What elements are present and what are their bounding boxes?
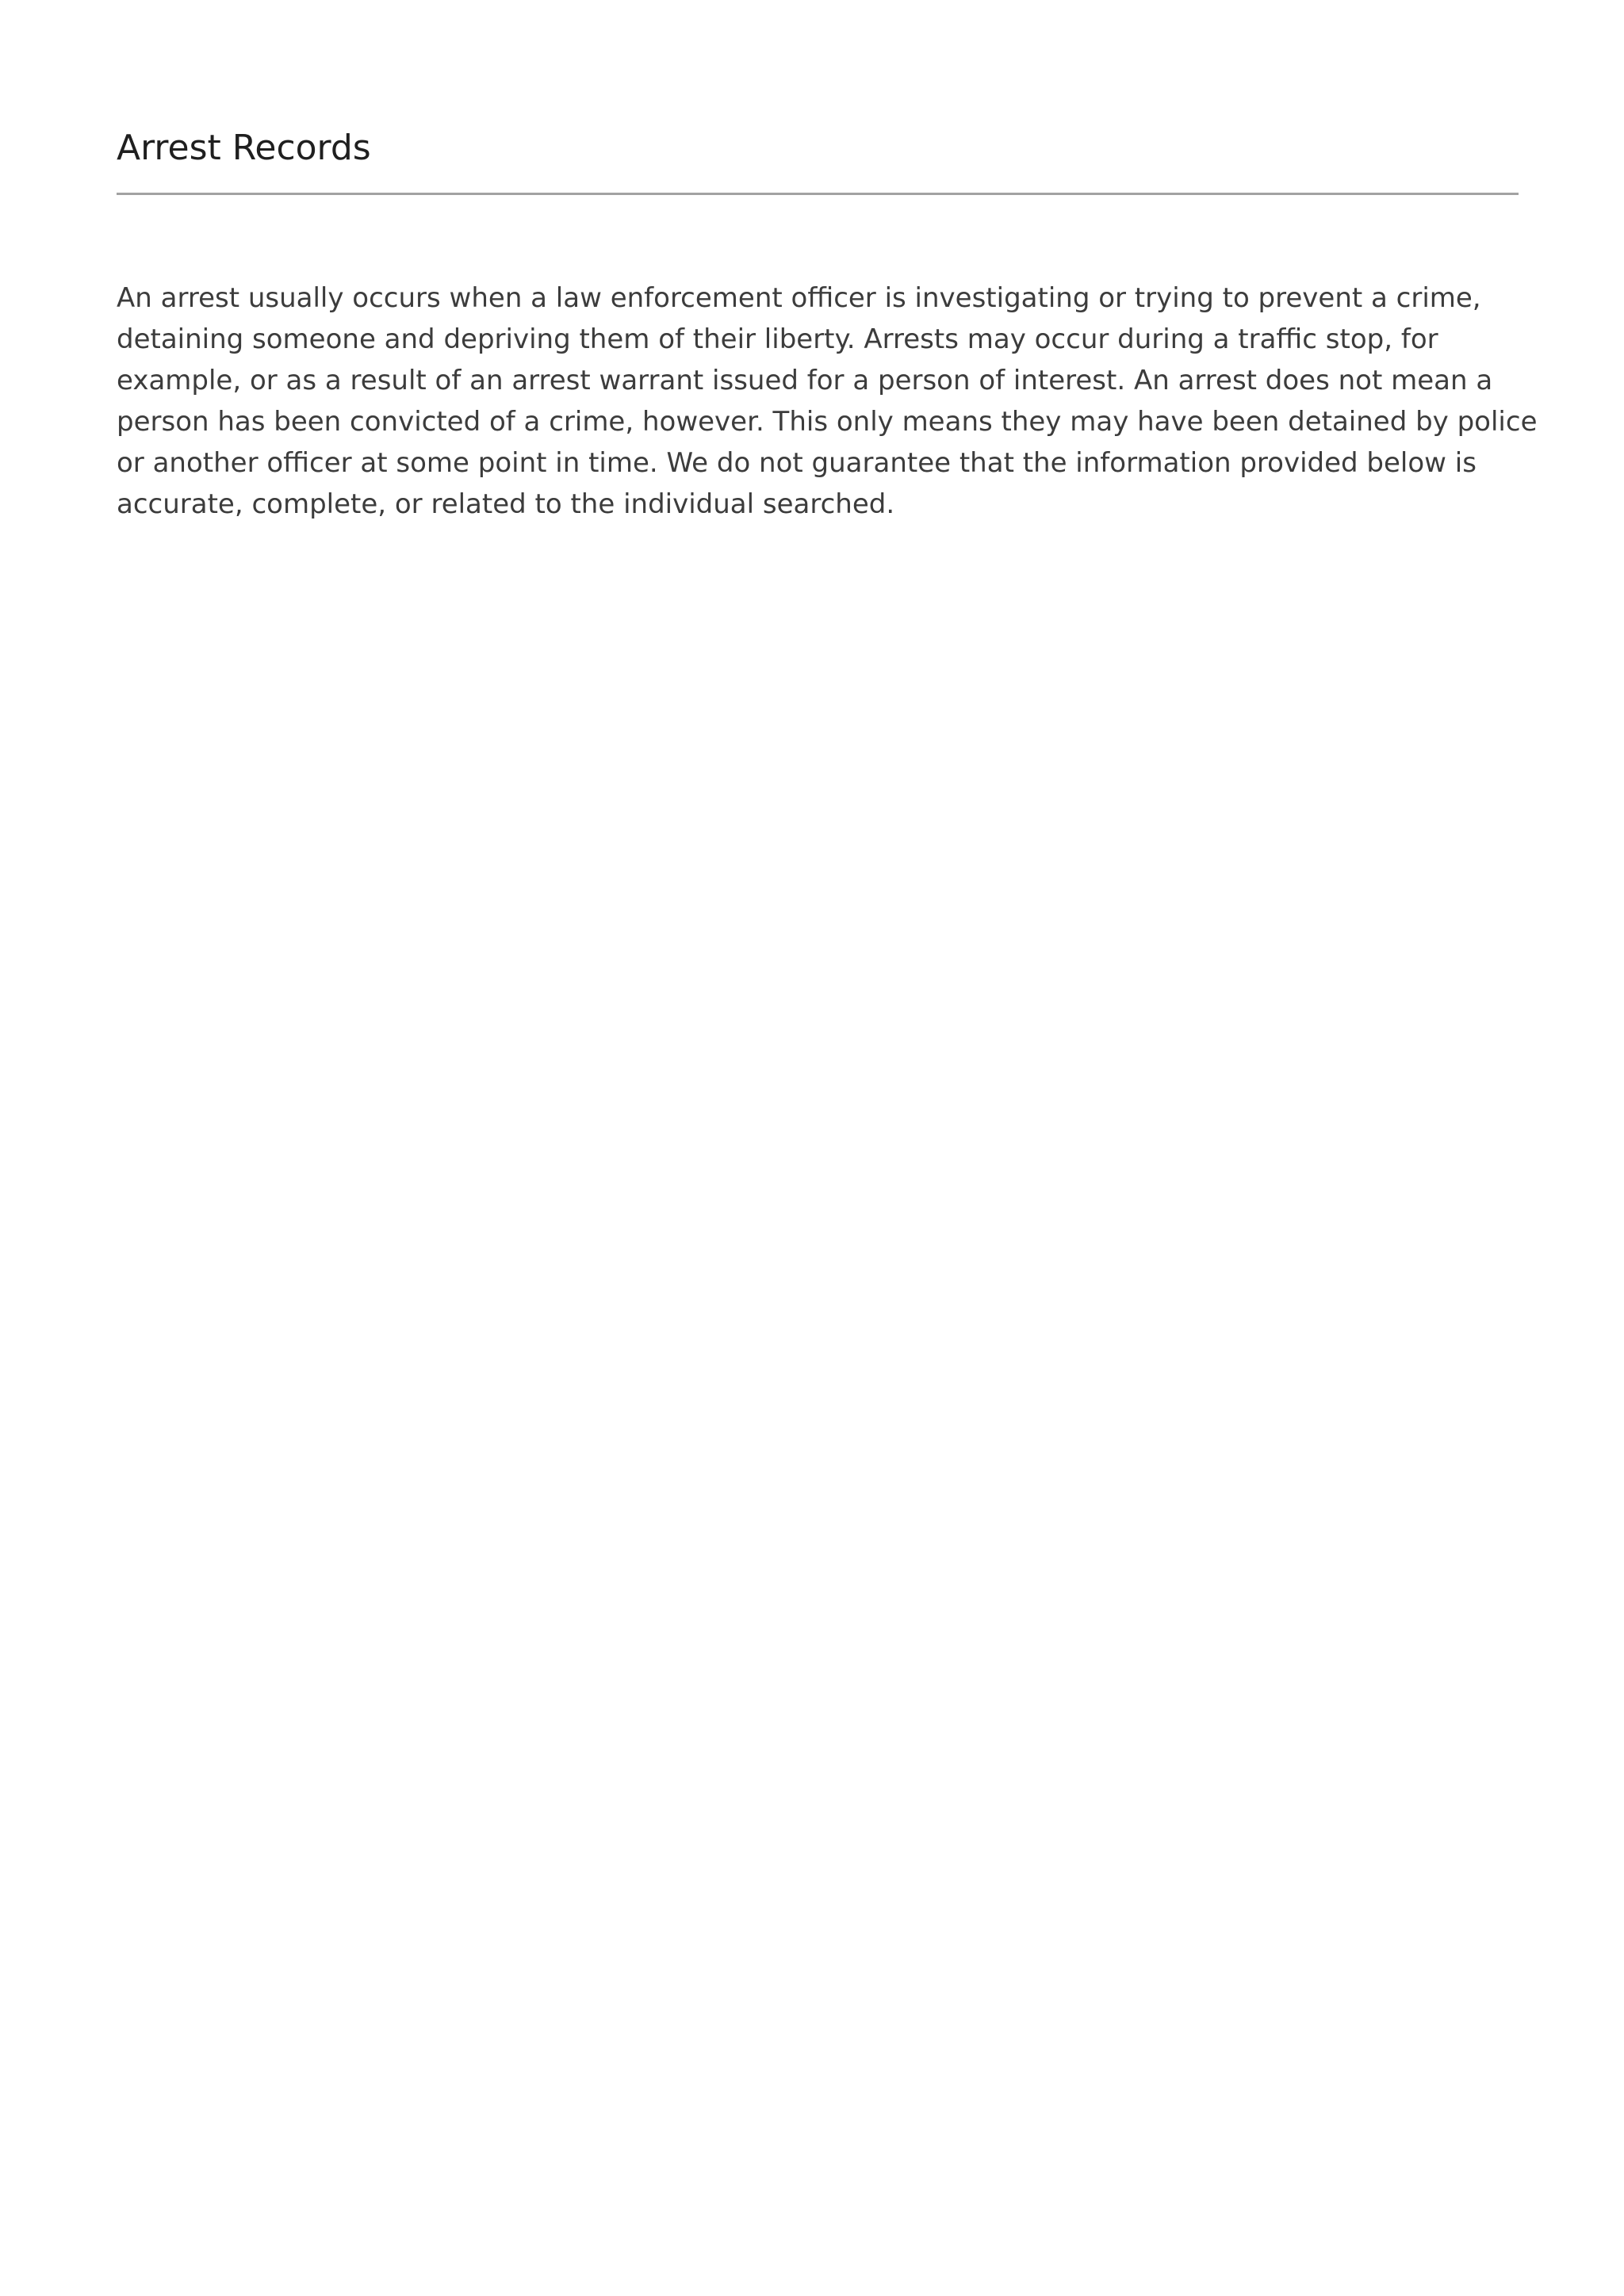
intro-line: detaining someone and depriving them of their liberty. Arrests may occur during a traffic stop, for	[117, 323, 1438, 355]
title-divider	[117, 193, 1519, 195]
intro-line: person has been convicted of a crime, however. This only means they may have been detained by police	[117, 406, 1538, 438]
intro-paragraph	[117, 277, 1538, 525]
intro-line: example, or as a result of an arrest warrant issued for a person of interest. An arrest does not mean a	[117, 365, 1493, 396]
intro-line: or another officer at some point in time. We do not guarantee that the information provided below is	[117, 447, 1477, 479]
intro-line: An arrest usually occurs when a law enforcement officer is investigating or trying to prevent a crime,	[117, 282, 1481, 314]
intro-line: accurate, complete, or related to the individual searched.	[117, 488, 895, 520]
section-title: Arrest Records	[117, 128, 371, 168]
